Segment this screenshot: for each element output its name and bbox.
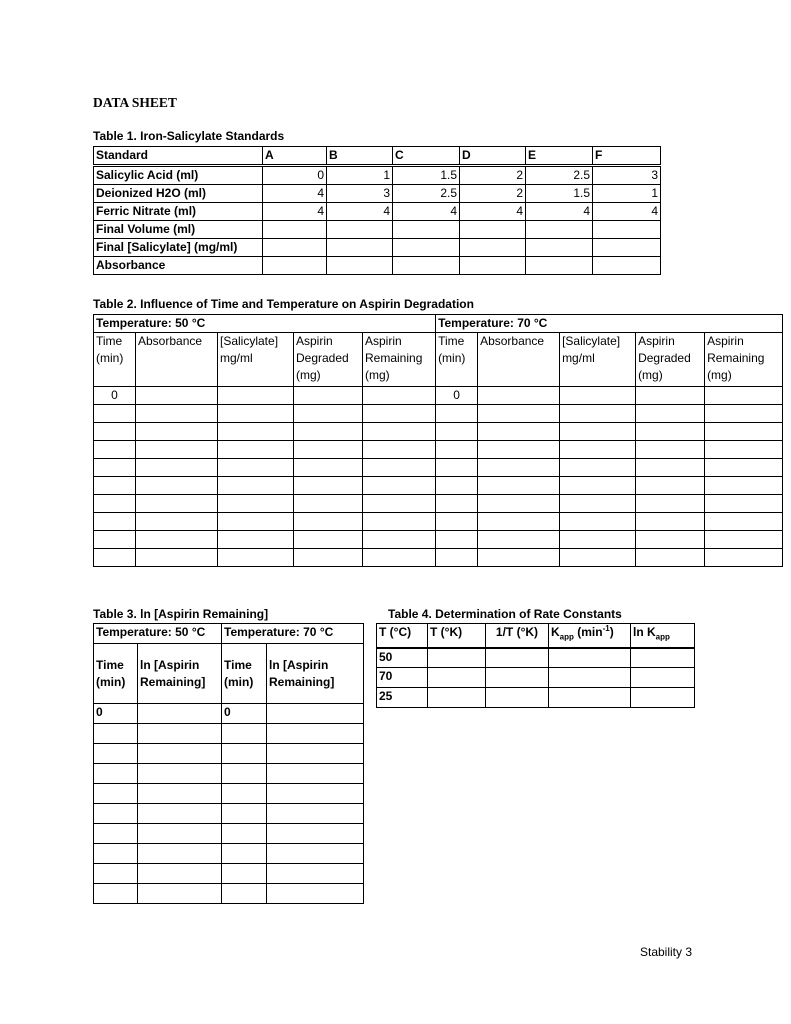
time-cell: 0 xyxy=(94,704,138,724)
table-cell[interactable] xyxy=(363,549,436,567)
table-cell[interactable] xyxy=(263,221,327,239)
table-cell[interactable] xyxy=(267,764,364,784)
column-header: Absorbance xyxy=(478,333,560,387)
table-cell[interactable] xyxy=(363,495,436,513)
table3-temp-70: Temperature: 70 °C xyxy=(222,624,364,644)
column-header: T (°K) xyxy=(428,624,486,648)
table-cell[interactable] xyxy=(294,423,363,441)
table-cell[interactable] xyxy=(478,549,560,567)
table-cell[interactable] xyxy=(428,688,486,708)
table-cell: 4 xyxy=(526,203,593,221)
table-cell[interactable] xyxy=(705,531,783,549)
table-cell[interactable] xyxy=(267,744,364,764)
table-cell[interactable] xyxy=(478,513,560,531)
table-cell[interactable] xyxy=(222,764,267,784)
table-cell: 4 xyxy=(327,203,393,221)
table-cell[interactable] xyxy=(478,531,560,549)
table-cell[interactable] xyxy=(631,668,695,688)
table1-header-cell: F xyxy=(593,147,661,166)
table-cell[interactable] xyxy=(222,844,267,864)
table-cell[interactable] xyxy=(486,648,549,668)
table-cell[interactable] xyxy=(94,804,138,824)
table-cell[interactable] xyxy=(705,387,783,405)
table-cell[interactable] xyxy=(218,423,294,441)
table-cell[interactable] xyxy=(218,477,294,495)
table4-header-row xyxy=(377,624,695,648)
table-cell[interactable] xyxy=(267,724,364,744)
row-label: Ferric Nitrate (ml) xyxy=(94,203,263,221)
temp-cell: 70 xyxy=(377,668,428,688)
table-row xyxy=(94,239,661,257)
table-cell[interactable] xyxy=(393,221,460,239)
table-cell[interactable] xyxy=(218,405,294,423)
time-cell: 0 xyxy=(436,387,478,405)
table-cell[interactable] xyxy=(218,459,294,477)
table-cell[interactable] xyxy=(294,549,363,567)
table-cell[interactable] xyxy=(267,884,364,904)
table-cell[interactable] xyxy=(267,844,364,864)
table-cell[interactable] xyxy=(436,405,478,423)
page-footer: Stability 3 xyxy=(640,945,693,959)
table-cell[interactable] xyxy=(267,804,364,824)
column-header: Time (min) xyxy=(436,333,478,387)
table-cell[interactable] xyxy=(222,864,267,884)
table-cell: 1 xyxy=(327,166,393,185)
table-cell[interactable] xyxy=(526,239,593,257)
table-cell[interactable] xyxy=(218,531,294,549)
table-cell[interactable] xyxy=(363,459,436,477)
table4 xyxy=(376,623,695,708)
table-cell[interactable] xyxy=(267,824,364,844)
table-cell[interactable] xyxy=(393,239,460,257)
table-cell[interactable] xyxy=(436,549,478,567)
table-cell[interactable] xyxy=(218,495,294,513)
table-cell[interactable] xyxy=(94,459,136,477)
table-row xyxy=(377,648,695,668)
column-header: Aspirin Degraded (mg) xyxy=(636,333,705,387)
table-cell[interactable] xyxy=(549,648,631,668)
table-cell[interactable] xyxy=(549,688,631,708)
row-label: Deionized H2O (ml) xyxy=(94,185,263,203)
table-cell: 2 xyxy=(460,166,526,185)
table-row xyxy=(94,724,364,744)
table-cell[interactable] xyxy=(94,513,136,531)
table3-caption: Table 3. ln [Aspirin Remaining] xyxy=(93,607,269,621)
table-row xyxy=(94,744,364,764)
table-cell[interactable] xyxy=(549,668,631,688)
table-cell[interactable] xyxy=(94,784,138,804)
table-cell[interactable] xyxy=(94,864,138,884)
table-cell[interactable] xyxy=(478,423,560,441)
table-cell[interactable] xyxy=(526,221,593,239)
table-cell[interactable] xyxy=(636,405,705,423)
table-cell: 3 xyxy=(327,185,393,203)
table-row xyxy=(94,531,783,549)
table-cell[interactable] xyxy=(478,495,560,513)
table-cell[interactable] xyxy=(486,688,549,708)
table-cell[interactable] xyxy=(436,495,478,513)
table-row xyxy=(94,844,364,864)
table-cell[interactable] xyxy=(94,441,136,459)
table-cell[interactable] xyxy=(294,495,363,513)
table-cell[interactable] xyxy=(136,495,218,513)
table-cell[interactable] xyxy=(218,387,294,405)
table-cell[interactable] xyxy=(94,423,136,441)
table3-temp-50: Temperature: 50 °C xyxy=(94,624,222,644)
table-cell[interactable] xyxy=(636,513,705,531)
table2 xyxy=(93,314,783,567)
table-cell[interactable] xyxy=(218,441,294,459)
table2-temperature-row xyxy=(94,315,783,333)
table-row xyxy=(94,423,783,441)
table-cell[interactable] xyxy=(363,405,436,423)
table-cell[interactable] xyxy=(705,495,783,513)
table-row xyxy=(94,884,364,904)
table-row xyxy=(377,668,695,688)
table-cell[interactable] xyxy=(218,549,294,567)
table-row xyxy=(94,459,783,477)
table-cell[interactable] xyxy=(636,387,705,405)
table-cell[interactable] xyxy=(222,884,267,904)
table2-caption: Table 2. Influence of Time and Temperature on Aspirin Degradation xyxy=(93,297,474,311)
column-header-ln-kapp: $\ln K_{app}$ xyxy=(631,624,695,648)
time-cell: 0 xyxy=(94,387,136,405)
table-row xyxy=(94,824,364,844)
table-cell[interactable] xyxy=(393,257,460,275)
table-cell[interactable] xyxy=(294,459,363,477)
table-cell[interactable] xyxy=(94,549,136,567)
table-cell[interactable] xyxy=(138,844,222,864)
table-cell[interactable] xyxy=(94,405,136,423)
table-cell[interactable] xyxy=(636,531,705,549)
table1-header-cell: B xyxy=(327,147,393,166)
table-cell[interactable] xyxy=(327,221,393,239)
table-cell[interactable] xyxy=(560,513,636,531)
table3 xyxy=(93,623,364,904)
table-cell[interactable] xyxy=(436,441,478,459)
table-cell[interactable] xyxy=(136,549,218,567)
column-header: ln [Aspirin Remaining] xyxy=(138,644,222,704)
table1 xyxy=(93,146,661,275)
table-cell[interactable] xyxy=(222,804,267,824)
table-row xyxy=(94,764,364,784)
table-cell[interactable] xyxy=(560,387,636,405)
column-header: 1/T (°K) xyxy=(486,624,549,648)
table-cell[interactable] xyxy=(631,688,695,708)
table-cell[interactable] xyxy=(705,459,783,477)
page-heading: DATA SHEET xyxy=(93,95,177,110)
table-cell[interactable] xyxy=(436,477,478,495)
table-cell[interactable] xyxy=(636,459,705,477)
table-cell[interactable] xyxy=(294,477,363,495)
table-cell[interactable] xyxy=(94,844,138,864)
table-row xyxy=(94,257,661,275)
table1-header-cell: E xyxy=(526,147,593,166)
table1-caption: Table 1. Iron-Salicylate Standards xyxy=(93,129,285,143)
table-cell[interactable] xyxy=(560,549,636,567)
table-cell[interactable] xyxy=(136,423,218,441)
table-cell[interactable] xyxy=(478,477,560,495)
row-label: Final [Salicylate] (mg/ml) xyxy=(94,239,263,257)
table-cell[interactable] xyxy=(593,221,661,239)
table-cell: 4 xyxy=(593,203,661,221)
table-cell[interactable] xyxy=(460,257,526,275)
table-cell: 2.5 xyxy=(393,185,460,203)
table-cell[interactable] xyxy=(478,405,560,423)
table-cell[interactable] xyxy=(136,387,218,405)
table-row xyxy=(94,477,783,495)
table-cell[interactable] xyxy=(138,864,222,884)
table-cell[interactable] xyxy=(478,387,560,405)
time-cell: 0 xyxy=(222,704,267,724)
table-cell[interactable] xyxy=(138,884,222,904)
table-cell[interactable] xyxy=(363,387,436,405)
table-row xyxy=(94,864,364,884)
table-cell[interactable] xyxy=(136,459,218,477)
table-cell[interactable] xyxy=(560,531,636,549)
table-cell[interactable] xyxy=(94,764,138,784)
column-header: Absorbance xyxy=(136,333,218,387)
table-cell[interactable] xyxy=(138,824,222,844)
table-cell[interactable] xyxy=(560,441,636,459)
table-cell: 0 xyxy=(263,166,327,185)
table-cell[interactable] xyxy=(136,405,218,423)
table-cell[interactable] xyxy=(363,477,436,495)
table-cell[interactable] xyxy=(631,648,695,668)
table-cell[interactable] xyxy=(94,477,136,495)
table-cell[interactable] xyxy=(138,744,222,764)
table3-header-row xyxy=(94,644,364,704)
table-cell[interactable] xyxy=(705,441,783,459)
table-cell[interactable] xyxy=(94,744,138,764)
table-cell[interactable] xyxy=(560,423,636,441)
table-row xyxy=(377,688,695,708)
table-cell[interactable] xyxy=(222,724,267,744)
table-cell: 4 xyxy=(263,203,327,221)
table-cell[interactable] xyxy=(267,864,364,884)
table-cell[interactable] xyxy=(428,648,486,668)
row-label: Final Volume (ml) xyxy=(94,221,263,239)
table-cell[interactable] xyxy=(636,423,705,441)
table4-caption: Table 4. Determination of Rate Constants xyxy=(388,607,622,621)
table-cell[interactable] xyxy=(636,441,705,459)
table-cell[interactable] xyxy=(138,784,222,804)
table-row xyxy=(94,185,661,203)
table-cell[interactable] xyxy=(636,549,705,567)
table-cell: 1 xyxy=(593,185,661,203)
table-row xyxy=(94,387,783,405)
table-cell: 4 xyxy=(263,185,327,203)
table-cell[interactable] xyxy=(138,724,222,744)
table1-header-cell: Standard xyxy=(94,147,263,166)
table-cell[interactable] xyxy=(363,441,436,459)
table-cell[interactable] xyxy=(263,239,327,257)
table-cell[interactable] xyxy=(593,239,661,257)
table-cell[interactable] xyxy=(560,495,636,513)
table-cell[interactable] xyxy=(136,477,218,495)
table-cell[interactable] xyxy=(560,405,636,423)
table-cell[interactable] xyxy=(294,531,363,549)
table-cell: 4 xyxy=(393,203,460,221)
table-cell[interactable] xyxy=(436,423,478,441)
table-cell[interactable] xyxy=(136,513,218,531)
table-cell[interactable] xyxy=(436,513,478,531)
table-row xyxy=(94,804,364,824)
table-cell[interactable] xyxy=(294,513,363,531)
table-cell[interactable] xyxy=(94,531,136,549)
table-cell[interactable] xyxy=(478,441,560,459)
column-header: Aspirin Degraded (mg) xyxy=(294,333,363,387)
temp-cell: 50 xyxy=(377,648,428,668)
table-cell[interactable] xyxy=(94,724,138,744)
table-cell[interactable] xyxy=(636,477,705,495)
table-row xyxy=(94,441,783,459)
table-cell[interactable] xyxy=(138,764,222,784)
column-header: T (°C) xyxy=(377,624,428,648)
row-label: Absorbance xyxy=(94,257,263,275)
table-cell[interactable] xyxy=(560,477,636,495)
column-header: Time (min) xyxy=(222,644,267,704)
table-cell[interactable] xyxy=(267,784,364,804)
table-cell[interactable] xyxy=(94,824,138,844)
table-cell[interactable] xyxy=(705,423,783,441)
table-row xyxy=(94,784,364,804)
table-cell[interactable] xyxy=(327,257,393,275)
table-cell[interactable] xyxy=(327,239,393,257)
table-cell[interactable] xyxy=(294,441,363,459)
temp-cell: 25 xyxy=(377,688,428,708)
column-header: [Salicylate] mg/ml xyxy=(560,333,636,387)
table-row xyxy=(94,495,783,513)
table-cell[interactable] xyxy=(593,257,661,275)
table-row xyxy=(94,704,364,724)
table-cell[interactable] xyxy=(267,704,364,724)
table-cell[interactable] xyxy=(460,239,526,257)
table1-header-cell: D xyxy=(460,147,526,166)
table-cell[interactable] xyxy=(294,405,363,423)
table2-header-row xyxy=(94,333,783,387)
column-header: [Salicylate] mg/ml xyxy=(218,333,294,387)
table-cell: 4 xyxy=(460,203,526,221)
table-cell[interactable] xyxy=(363,513,436,531)
table-row xyxy=(94,513,783,531)
table1-header-row xyxy=(94,147,661,166)
table-cell[interactable] xyxy=(138,804,222,824)
table-cell[interactable] xyxy=(486,668,549,688)
table-cell: 2 xyxy=(460,185,526,203)
table-cell[interactable] xyxy=(478,459,560,477)
table-cell[interactable] xyxy=(436,531,478,549)
table-cell[interactable] xyxy=(363,531,436,549)
table3-temperature-row xyxy=(94,624,364,644)
table1-header-cell: C xyxy=(393,147,460,166)
table-row xyxy=(94,405,783,423)
table-cell[interactable] xyxy=(222,824,267,844)
table-cell[interactable] xyxy=(136,441,218,459)
table-cell[interactable] xyxy=(560,459,636,477)
table-cell[interactable] xyxy=(363,423,436,441)
column-header: Time (min) xyxy=(94,333,136,387)
table-cell[interactable] xyxy=(94,495,136,513)
row-label: Salicylic Acid (ml) xyxy=(94,166,263,185)
table-row xyxy=(94,221,661,239)
table-cell[interactable] xyxy=(705,405,783,423)
table-cell: 1.5 xyxy=(393,166,460,185)
table-cell[interactable] xyxy=(705,477,783,495)
table-cell[interactable] xyxy=(138,704,222,724)
column-header: Aspirin Remaining (mg) xyxy=(705,333,783,387)
table-row xyxy=(94,549,783,567)
table-cell[interactable] xyxy=(436,459,478,477)
column-header: Aspirin Remaining (mg) xyxy=(363,333,436,387)
table-cell[interactable] xyxy=(636,495,705,513)
column-header: ln [Aspirin Remaining] xyxy=(267,644,364,704)
table1-header-cell: A xyxy=(263,147,327,166)
column-header: Time (min) xyxy=(94,644,138,704)
table-cell[interactable] xyxy=(222,744,267,764)
table-cell[interactable] xyxy=(460,221,526,239)
table-cell: 3 xyxy=(593,166,661,185)
table-cell[interactable] xyxy=(294,387,363,405)
table2-temp-70: Temperature: 70 °C xyxy=(436,315,783,333)
table-cell[interactable] xyxy=(136,531,218,549)
table-cell[interactable] xyxy=(222,784,267,804)
table-cell[interactable] xyxy=(705,549,783,567)
table2-temp-50: Temperature: 50 °C xyxy=(94,315,436,333)
table-cell[interactable] xyxy=(218,513,294,531)
table-row xyxy=(94,166,661,185)
table-cell[interactable] xyxy=(94,884,138,904)
table-cell[interactable] xyxy=(526,257,593,275)
table-cell: 2.5 xyxy=(526,166,593,185)
table-cell[interactable] xyxy=(428,668,486,688)
table-row xyxy=(94,203,661,221)
table-cell: 1.5 xyxy=(526,185,593,203)
column-header-kapp: $K_{app}$ $(\min^{-1})$ xyxy=(549,624,631,648)
table-cell[interactable] xyxy=(705,513,783,531)
table-cell[interactable] xyxy=(263,257,327,275)
